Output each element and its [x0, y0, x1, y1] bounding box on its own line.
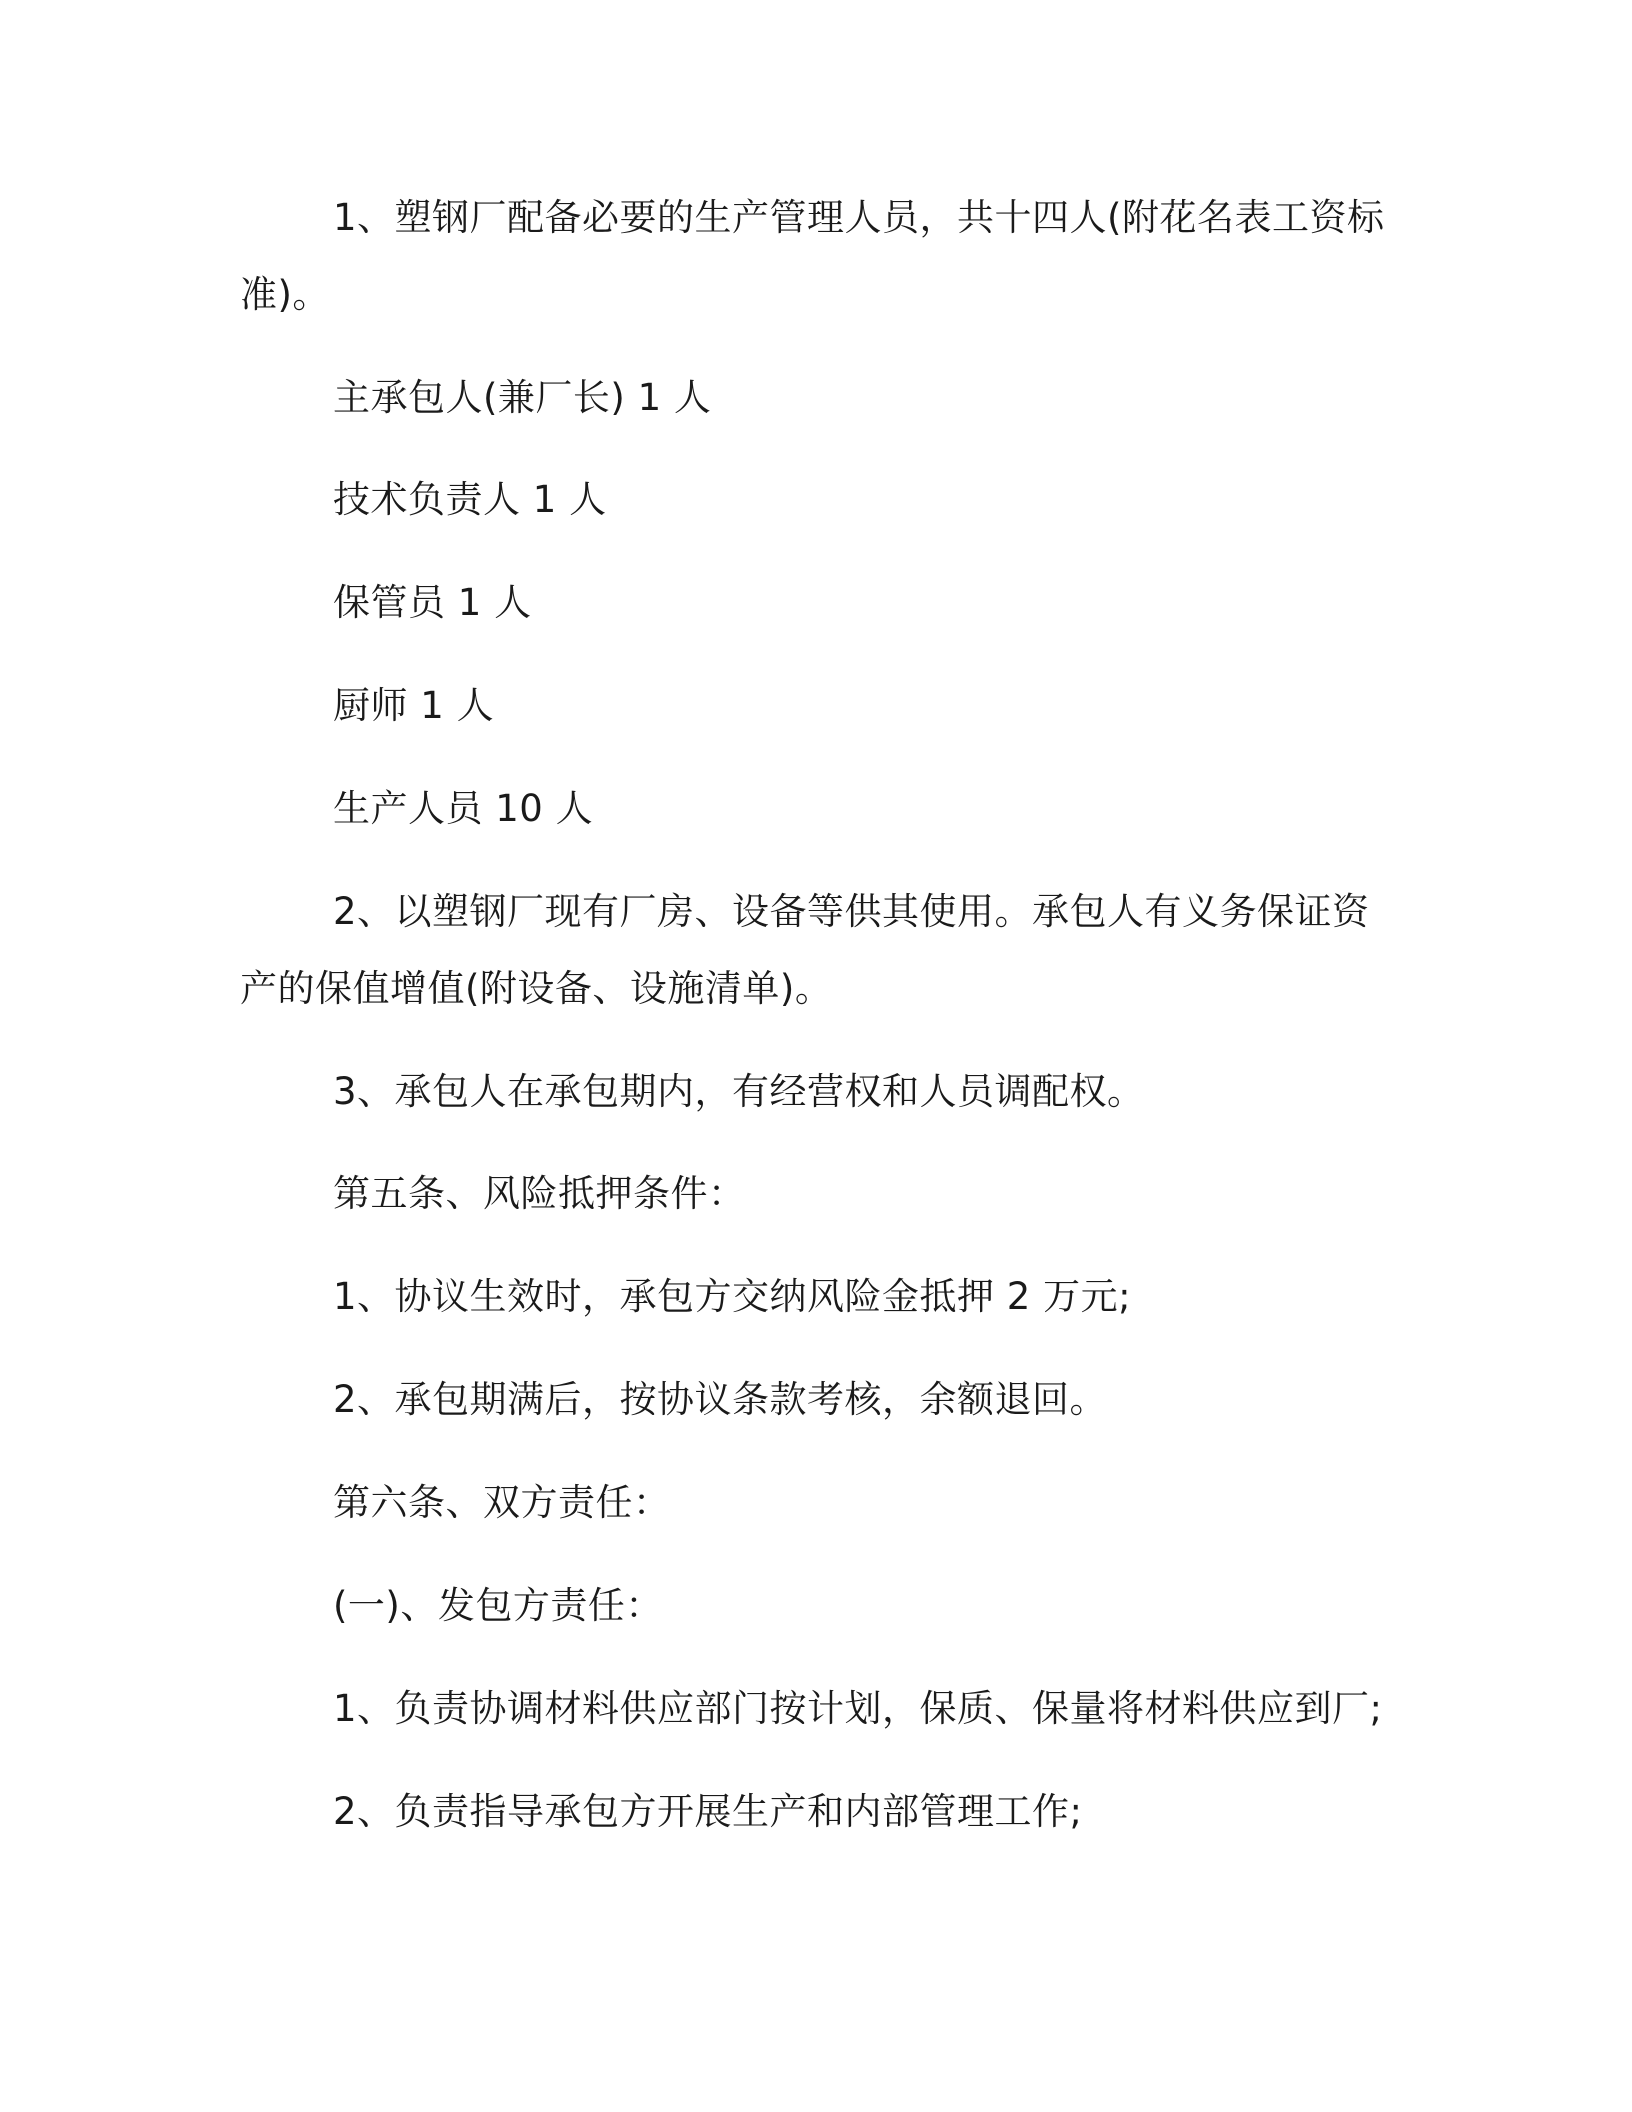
staff-item-storekeeper: 保管员 1 人	[333, 581, 532, 624]
section-heading-article-5: 第五条、风险抵押条件：	[333, 1172, 746, 1215]
issuer-duty-item-2: 2、负责指导承包方开展生产和内部管理工作;	[333, 1790, 1083, 1833]
staff-item-production: 生产人员 10 人	[333, 787, 594, 830]
paragraph-1-line-2: 准)。	[240, 273, 330, 316]
paragraph-1-line-1: 1、塑钢厂配备必要的生产管理人员，共十四人(附花名表工资标	[333, 196, 1385, 239]
section-heading-article-6: 第六条、双方责任：	[333, 1481, 671, 1524]
subsection-heading-issuer-duties: (一)、发包方责任：	[333, 1584, 663, 1627]
paragraph-2-line-2: 产的保值增值(附设备、设施清单)。	[240, 967, 833, 1010]
paragraph-2-line-1: 2、以塑钢厂现有厂房、设备等供其使用。承包人有义务保证资	[333, 890, 1370, 933]
issuer-duty-item-1: 1、负责协调材料供应部门按计划，保质、保量将材料供应到厂;	[333, 1687, 1383, 1730]
article-5-item-1: 1、协议生效时，承包方交纳风险金抵押 2 万元;	[333, 1275, 1132, 1318]
paragraph-3: 3、承包人在承包期内，有经营权和人员调配权。	[333, 1070, 1145, 1113]
article-5-item-2: 2、承包期满后，按协议条款考核，余额退回。	[333, 1378, 1108, 1421]
staff-item-technical-lead: 技术负责人 1 人	[333, 478, 607, 521]
staff-item-cook: 厨师 1 人	[333, 684, 495, 727]
staff-item-chief-contractor: 主承包人(兼厂长) 1 人	[333, 376, 712, 419]
